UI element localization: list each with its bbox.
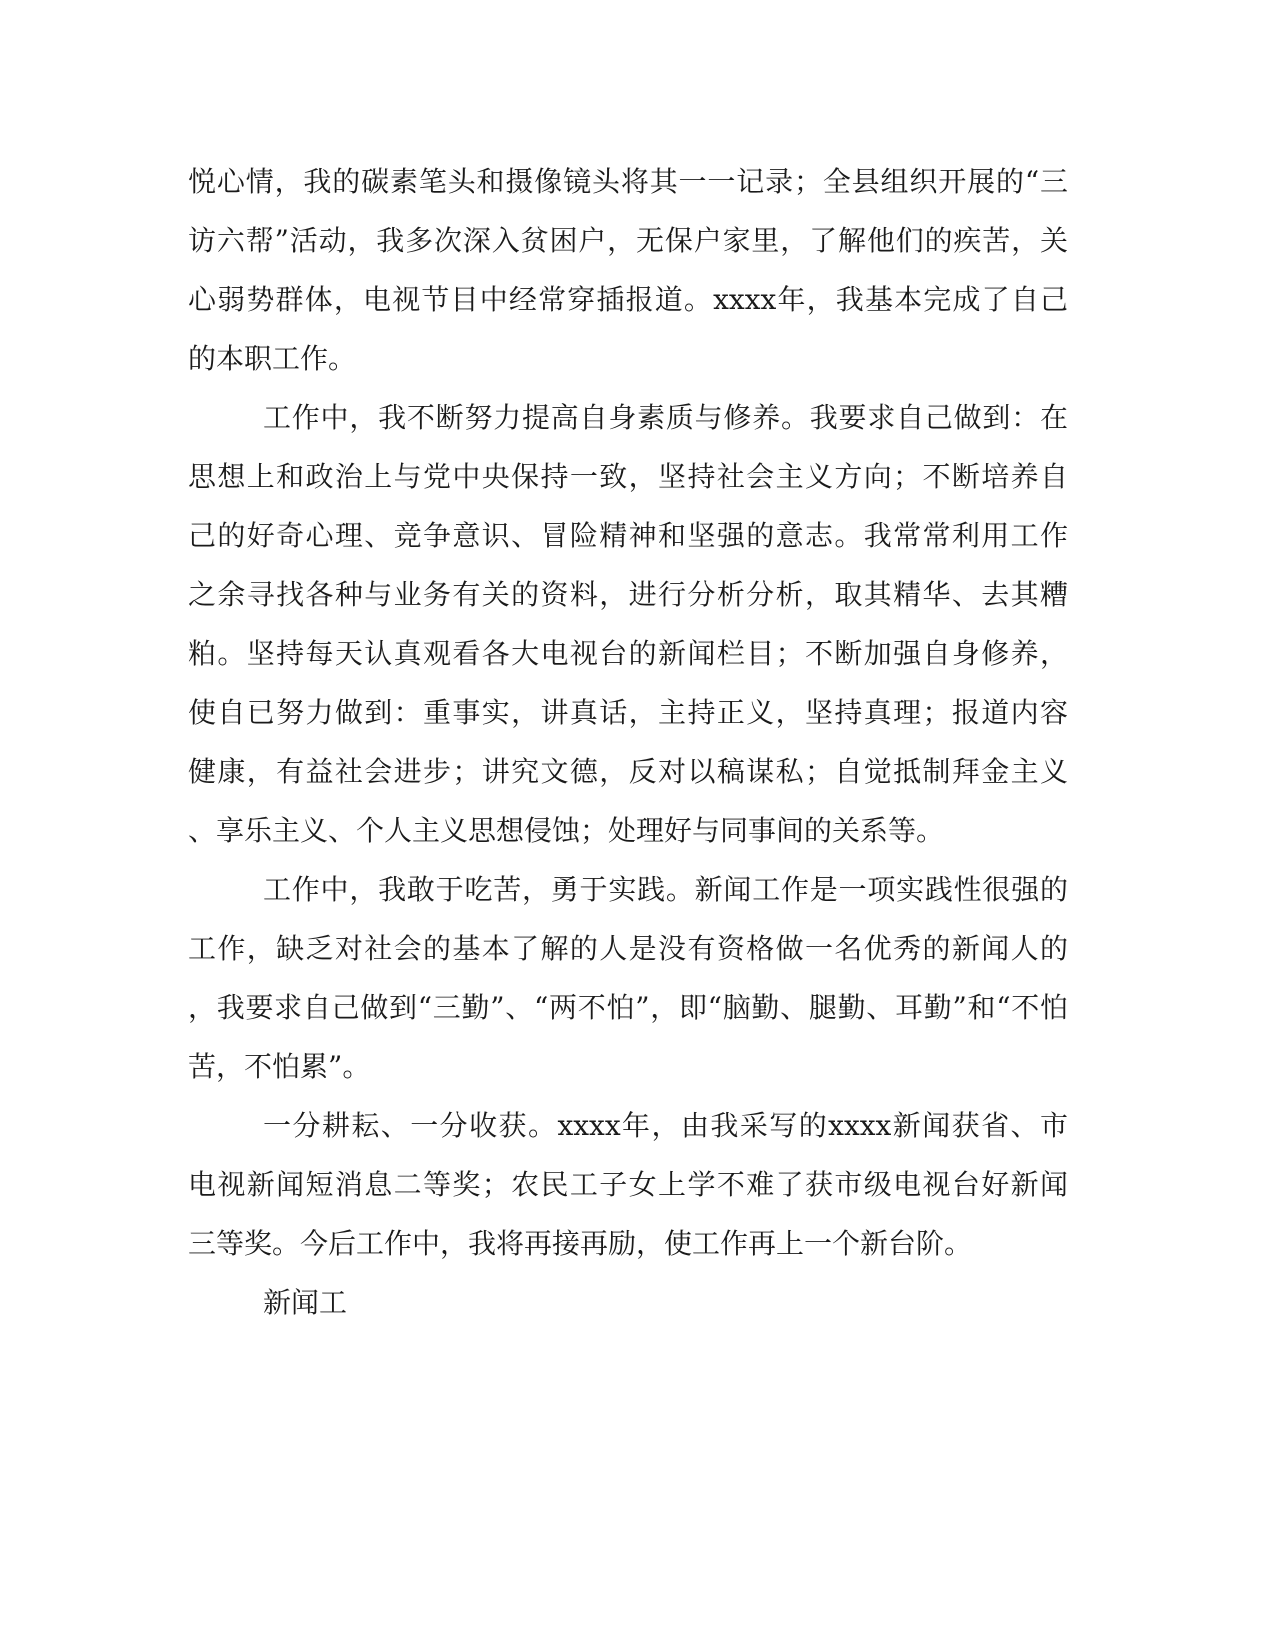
text-line: 思想上和政治上与党中央保持一致，坚持社会主义方向；不断培养自	[188, 460, 1068, 493]
text-line: 心弱势群体，电视节目中经常穿插报道。xxxx年，我基本完成了自己	[188, 283, 1068, 316]
text-line: 三等奖。今后工作中，我将再接再励，使工作再上一个新台阶。	[188, 1227, 973, 1260]
text-line: 工作中，我敢于吃苦，勇于实践。新闻工作是一项实践性很强的	[263, 873, 1068, 906]
text-line: ，我要求自己做到“三勤”、“两不怕”，即“脑勤、腿勤、耳勤”和“不怕	[188, 991, 1068, 1024]
text-line: 的本职工作。	[188, 342, 357, 375]
text-line: 粕。坚持每天认真观看各大电视台的新闻栏目；不断加强自身修养，	[188, 637, 1068, 670]
text-line: 健康，有益社会进步；讲究文德，反对以稿谋私；自觉抵制拜金主义	[188, 755, 1068, 788]
text-line: 、享乐主义、个人主义思想侵蚀；处理好与同事间的关系等。	[188, 814, 945, 847]
text-line: 悦心情，我的碳素笔头和摄像镜头将其一一记录；全县组织开展的“三	[188, 165, 1068, 198]
text-line: 一分耕耘、一分收获。xxxx年，由我采写的xxxx新闻获省、市	[263, 1109, 1068, 1142]
text-line: 访六帮”活动，我多次深入贫困户，无保户家里，了解他们的疾苦，关	[188, 224, 1068, 257]
text-line: 工作中，我不断努力提高自身素质与修养。我要求自己做到：在	[263, 401, 1068, 434]
text-line: 工作，缺乏对社会的基本了解的人是没有资格做一名优秀的新闻人的	[188, 932, 1068, 965]
text-line: 使自已努力做到：重事实，讲真话，主持正义，坚持真理；报道内容	[188, 696, 1068, 729]
text-line: 新闻工	[263, 1286, 348, 1319]
text-line: 电视新闻短消息二等奖；农民工子女上学不难了获市级电视台好新闻	[188, 1168, 1068, 1201]
text-line: 之余寻找各种与业务有关的资料，进行分析分析，取其精华、去其糟	[188, 578, 1068, 611]
text-line: 苦，不怕累”。	[188, 1050, 371, 1083]
text-line: 己的好奇心理、竞争意识、冒险精神和坚强的意志。我常常利用工作	[188, 519, 1068, 552]
